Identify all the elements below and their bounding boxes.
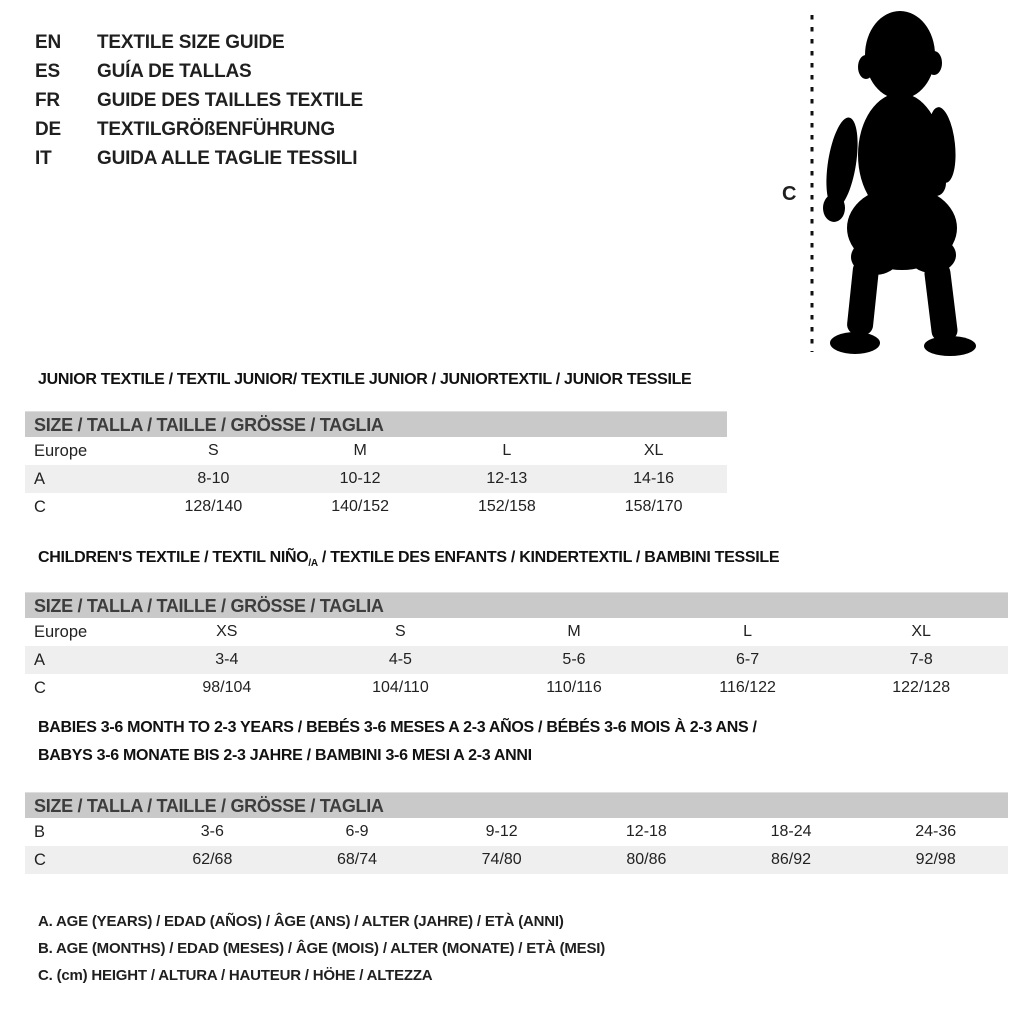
table-cell: 92/98 (915, 851, 956, 868)
language-code: DE (35, 118, 61, 140)
table-cell: 24-36 (915, 823, 957, 840)
table-row (25, 493, 727, 521)
row-label: Europe (34, 441, 88, 460)
table-cell: 98/104 (202, 679, 252, 696)
table-cell: S (395, 623, 406, 640)
language-row (35, 86, 363, 115)
size-table (25, 792, 1008, 874)
section-title-line (38, 366, 691, 394)
section-title-line (38, 714, 757, 742)
table-row (25, 437, 727, 465)
section-title-line (38, 544, 779, 572)
section-title-text: / TEXTILE DES ENFANTS / KINDERTEXTIL / BAMBINI TESSILE (317, 549, 780, 566)
table-cell: 110/116 (546, 679, 602, 696)
row-label: Europe (34, 622, 88, 641)
language-list (35, 28, 363, 173)
table-cell: 86/92 (771, 851, 812, 868)
table-row (25, 646, 1008, 674)
table-cell: 122/128 (892, 679, 951, 696)
table-cell: 140/152 (331, 498, 390, 515)
language-title: TEXTILGRÖßENFÜHRUNG (97, 118, 335, 140)
toddler-silhouette (821, 11, 976, 356)
toddler-silhouette-icon (770, 5, 1000, 363)
legend-line: A. AGE (YEARS) / EDAD (AÑOS) / ÂGE (ANS) / ALTER (JAHRE) / ETÀ (ANNI) (38, 913, 564, 930)
language-title: GUÍA DE TALLAS (97, 60, 252, 82)
table-cell: 152/158 (477, 498, 536, 515)
section-title-text: JUNIOR TEXTILE / TEXTIL JUNIOR/ TEXTILE JUNIOR / JUNIORTEXTIL / JUNIOR TESSILE (38, 371, 692, 388)
table-cell: 4-5 (388, 651, 412, 668)
language-title: GUIDA ALLE TAGLIE TESSILI (97, 147, 358, 169)
table-cell: 74/80 (481, 851, 522, 868)
section-title-text: /A (308, 558, 318, 570)
table-row (25, 465, 727, 493)
section-title-text: BABYS 3-6 MONATE BIS 2-3 JAHRE / BAMBINI 3-6 MESI A 2-3 ANNI (38, 747, 532, 764)
language-code: FR (35, 89, 60, 111)
table-cell: S (208, 442, 219, 459)
table-cell: M (567, 623, 581, 640)
table-cell: 116/122 (719, 679, 776, 696)
row-label: B (34, 822, 46, 841)
table-cell: 14-16 (633, 470, 675, 487)
section-title (38, 544, 779, 572)
language-title: GUIDE DES TAILLES TEXTILE (97, 89, 363, 111)
legend-line: B. AGE (MONTHS) / EDAD (MESES) / ÂGE (MOIS) / ALTER (MONATE) / ETÀ (MESI) (38, 940, 606, 957)
table-cell: 18-24 (770, 823, 812, 840)
table-cell: L (743, 623, 753, 640)
table-size-header: SIZE / TALLA / TAILLE / GRÖSSE / TAGLIA (25, 411, 727, 437)
size-table (25, 592, 1008, 702)
table-cell: 12-18 (625, 823, 667, 840)
table-cell: 104/110 (372, 679, 429, 696)
table-cell: XL (911, 623, 931, 640)
table-cell: 12-13 (486, 470, 528, 487)
table-cell: 62/68 (192, 851, 233, 868)
table-cell: 6-7 (736, 651, 760, 668)
table-cell: 3-4 (215, 651, 239, 668)
language-row (35, 57, 363, 86)
table-cell: 8-10 (197, 470, 230, 487)
table-row (25, 846, 1008, 874)
table-cell: XL (643, 442, 664, 459)
height-figure (770, 5, 1000, 363)
language-code: ES (35, 60, 60, 82)
table-size-header: SIZE / TALLA / TAILLE / GRÖSSE / TAGLIA (25, 592, 1008, 618)
row-label: C (34, 850, 46, 869)
table-cell: 128/140 (184, 498, 243, 515)
table-cell: 7-8 (909, 651, 933, 668)
row-label: C (34, 497, 46, 516)
section-title-line (38, 742, 757, 770)
legend (38, 908, 605, 989)
table-row (25, 818, 1008, 846)
table-cell: 68/74 (336, 851, 378, 868)
language-code: EN (35, 31, 61, 53)
table-cell: XS (216, 623, 238, 640)
table-cell: 3-6 (200, 823, 224, 840)
table-size-header: SIZE / TALLA / TAILLE / GRÖSSE / TAGLIA (25, 792, 1008, 818)
language-code: IT (35, 147, 52, 169)
table-cell: 5-6 (562, 651, 586, 668)
table-cell: 80/86 (626, 851, 667, 868)
language-row (35, 144, 363, 173)
language-row (35, 28, 363, 57)
row-label: A (34, 469, 46, 488)
table-cell: L (502, 442, 512, 459)
table-row (25, 674, 1008, 702)
section-title-text: BABIES 3-6 MONTH TO 2-3 YEARS / BEBÉS 3-6 MESES A 2-3 AÑOS / BÉBÉS 3-6 MOIS À 2-3 ANS / (38, 719, 757, 736)
language-row (35, 115, 363, 144)
row-label: A (34, 650, 46, 669)
table-cell: 10-12 (339, 470, 381, 487)
section-title-text: CHILDREN'S TEXTILE / TEXTIL NIÑO (38, 549, 309, 566)
section-title (38, 714, 757, 770)
table-cell: 9-12 (485, 823, 518, 840)
legend-line: C. (cm) HEIGHT / ALTURA / HAUTEUR / HÖHE / ALTEZZA (38, 967, 433, 984)
language-title: TEXTILE SIZE GUIDE (97, 31, 285, 53)
table-cell: 6-9 (345, 823, 369, 840)
table-cell: M (353, 442, 367, 459)
height-measure-label: C (782, 183, 797, 205)
table-cell: 158/170 (624, 498, 683, 515)
table-row (25, 618, 1008, 646)
size-table (25, 411, 727, 521)
section-title (38, 366, 691, 394)
row-label: C (34, 678, 46, 697)
